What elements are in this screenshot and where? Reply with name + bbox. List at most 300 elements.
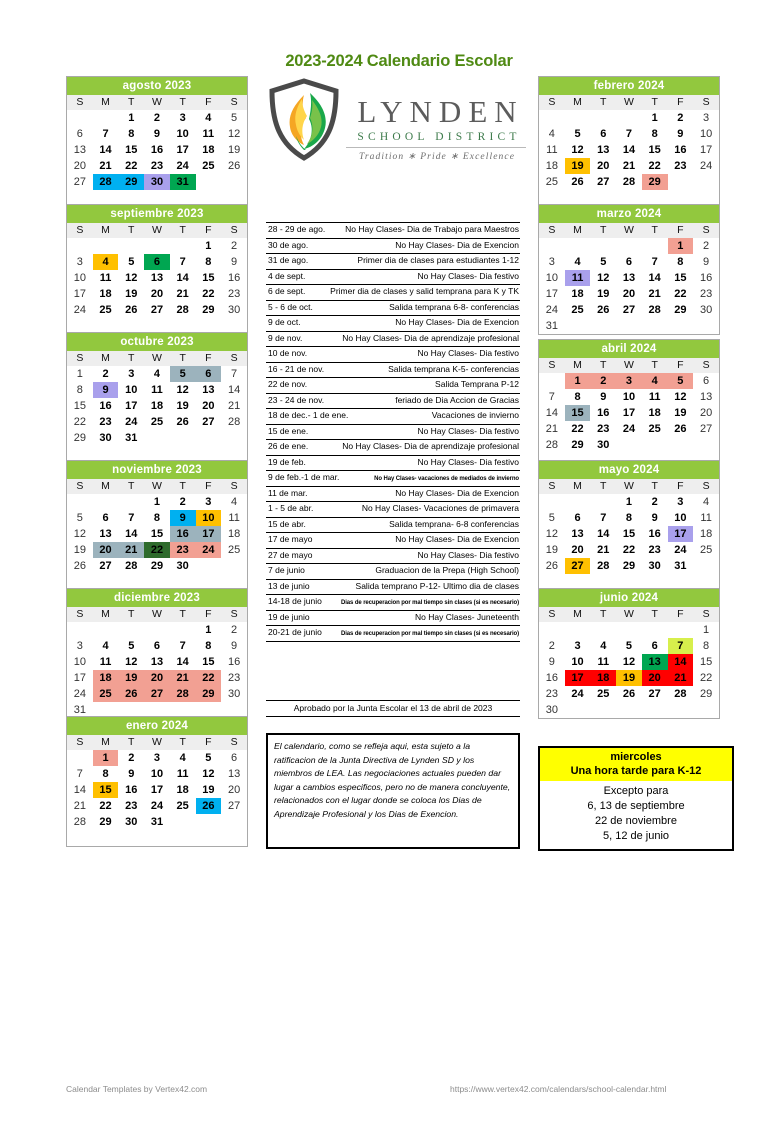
day-cell[interactable]: 20 — [699, 406, 713, 419]
day-cell[interactable]: 13 — [99, 527, 112, 540]
day-cell[interactable]: 8 — [703, 639, 710, 652]
day-cell[interactable]: 4 — [642, 373, 668, 389]
day-cell[interactable]: 19 — [674, 406, 687, 419]
footer-url[interactable]: https://www.vertex42.com/calendars/school-calendar.html — [450, 1084, 667, 1094]
day-cell[interactable]: 10 — [545, 271, 558, 284]
day-cell[interactable]: 16 — [648, 527, 661, 540]
day-cell[interactable]: 6 — [144, 254, 170, 270]
day-cell[interactable]: 6 — [196, 366, 222, 382]
day-cell[interactable]: 18 — [99, 287, 112, 300]
day-cell[interactable]: 16 — [170, 526, 196, 542]
day-cell[interactable]: 31 — [545, 319, 558, 332]
day-cell[interactable]: 18 — [202, 143, 215, 156]
day-cell[interactable]: 20 — [150, 287, 164, 300]
day-cell[interactable]: 3 — [205, 495, 212, 508]
day-cell[interactable]: 28 — [170, 686, 196, 702]
day-cell[interactable]: 4 — [600, 639, 607, 652]
day-cell[interactable]: 29 — [571, 438, 584, 451]
day-cell[interactable]: 16 — [150, 143, 164, 156]
day-cell[interactable]: 21 — [545, 422, 558, 435]
day-cell[interactable]: 1 — [205, 239, 212, 252]
day-cell[interactable]: 2 — [703, 239, 710, 252]
day-cell[interactable]: 5 — [205, 751, 212, 764]
day-cell[interactable]: 24 — [196, 542, 222, 558]
day-cell[interactable]: 1 — [153, 495, 161, 508]
day-cell[interactable]: 22 — [196, 670, 222, 686]
day-cell[interactable]: 7 — [625, 127, 633, 140]
day-cell[interactable]: 23 — [597, 422, 610, 435]
day-cell[interactable]: 23 — [125, 799, 138, 812]
day-cell[interactable]: 29 — [622, 559, 636, 572]
day-cell[interactable]: 6 — [651, 639, 658, 652]
day-cell[interactable]: 3 — [703, 111, 710, 124]
day-cell[interactable]: 22 — [125, 159, 138, 172]
day-cell[interactable]: 1 — [625, 495, 633, 508]
day-cell[interactable]: 3 — [677, 495, 684, 508]
day-cell[interactable]: 18 — [93, 670, 119, 686]
day-cell[interactable]: 20 — [571, 543, 584, 556]
day-cell[interactable]: 17 — [125, 399, 138, 412]
day-cell[interactable]: 23 — [699, 287, 713, 300]
day-cell[interactable]: 14 — [545, 406, 558, 419]
day-cell[interactable]: 12 — [571, 143, 584, 156]
day-cell[interactable]: 28 — [648, 303, 661, 316]
day-cell[interactable]: 3 — [153, 751, 161, 764]
day-cell[interactable]: 7 — [179, 255, 186, 268]
day-cell[interactable]: 20 — [622, 287, 636, 300]
day-cell[interactable]: 12 — [125, 655, 138, 668]
day-cell[interactable]: 24 — [125, 415, 138, 428]
day-cell[interactable]: 26 — [571, 175, 584, 188]
day-cell[interactable]: 15 — [150, 527, 164, 540]
day-cell[interactable]: 12 — [73, 527, 86, 540]
day-cell[interactable]: 8 — [574, 390, 581, 403]
day-cell[interactable]: 16 — [674, 143, 687, 156]
day-cell[interactable]: 6 — [231, 751, 238, 764]
day-cell[interactable]: 27 — [99, 559, 112, 572]
day-cell[interactable]: 30 — [545, 703, 558, 716]
day-cell[interactable]: 21 — [73, 799, 86, 812]
day-cell[interactable]: 1 — [93, 750, 119, 766]
day-cell[interactable]: 21 — [170, 670, 196, 686]
day-cell[interactable]: 8 — [205, 639, 212, 652]
day-cell[interactable]: 22 — [99, 799, 112, 812]
day-cell[interactable]: 26 — [622, 687, 636, 700]
day-cell[interactable]: 22 — [674, 287, 687, 300]
day-cell[interactable]: 27 — [597, 175, 610, 188]
day-cell[interactable]: 19 — [597, 287, 610, 300]
day-cell[interactable]: 28 — [674, 687, 687, 700]
day-cell[interactable]: 24 — [699, 159, 713, 172]
day-cell[interactable]: 28 — [176, 303, 189, 316]
day-cell[interactable]: 20 — [597, 159, 610, 172]
day-cell[interactable]: 20 — [202, 399, 215, 412]
day-cell[interactable]: 6 — [574, 511, 581, 524]
day-cell[interactable]: 8 — [677, 255, 684, 268]
day-cell[interactable]: 27 — [565, 558, 591, 574]
day-cell[interactable]: 1 — [703, 623, 710, 636]
day-cell[interactable]: 24 — [73, 687, 86, 700]
day-cell[interactable]: 6 — [102, 511, 109, 524]
day-cell[interactable]: 29 — [202, 303, 215, 316]
day-cell[interactable]: 30 — [99, 431, 112, 444]
day-cell[interactable]: 16 — [227, 271, 241, 284]
day-cell[interactable]: 31 — [170, 174, 196, 190]
day-cell[interactable]: 1 — [205, 623, 212, 636]
day-cell[interactable]: 24 — [545, 303, 558, 316]
day-cell[interactable]: 13 — [150, 271, 164, 284]
day-cell[interactable]: 19 — [125, 287, 138, 300]
day-cell[interactable]: 23 — [150, 159, 164, 172]
day-cell[interactable]: 6 — [625, 255, 633, 268]
day-cell[interactable]: 5 — [668, 373, 694, 389]
day-cell[interactable]: 8 — [153, 511, 161, 524]
day-cell[interactable]: 9 — [170, 510, 196, 526]
day-cell[interactable]: 23 — [170, 542, 196, 558]
day-cell[interactable]: 31 — [150, 815, 164, 828]
day-cell[interactable]: 14 — [648, 271, 661, 284]
day-cell[interactable]: 26 — [227, 159, 241, 172]
day-cell[interactable]: 13 — [642, 654, 668, 670]
day-cell[interactable]: 17 — [565, 670, 591, 686]
day-cell[interactable]: 9 — [93, 382, 119, 398]
day-cell[interactable]: 22 — [144, 542, 170, 558]
day-cell[interactable]: 18 — [150, 399, 164, 412]
day-cell[interactable]: 3 — [179, 111, 186, 124]
day-cell[interactable]: 10 — [622, 390, 636, 403]
day-cell[interactable]: 21 — [597, 543, 610, 556]
day-cell[interactable]: 11 — [151, 383, 163, 396]
day-cell[interactable]: 9 — [600, 390, 607, 403]
day-cell[interactable]: 17 — [176, 143, 189, 156]
day-cell[interactable]: 11 — [99, 655, 112, 668]
day-cell[interactable]: 24 — [674, 543, 687, 556]
day-cell[interactable]: 27 — [648, 687, 661, 700]
day-cell[interactable]: 28 — [545, 438, 558, 451]
day-cell[interactable]: 18 — [545, 159, 558, 172]
day-cell[interactable]: 16 — [99, 399, 112, 412]
day-cell[interactable]: 12 — [622, 655, 636, 668]
day-cell[interactable]: 1 — [128, 111, 135, 124]
day-cell[interactable]: 24 — [73, 303, 86, 316]
day-cell[interactable]: 2 — [102, 367, 109, 380]
day-cell[interactable]: 11 — [700, 511, 712, 524]
day-cell[interactable]: 14 — [73, 783, 86, 796]
day-cell[interactable]: 14 — [597, 527, 610, 540]
day-cell[interactable]: 28 — [125, 559, 138, 572]
day-cell[interactable]: 30 — [227, 687, 241, 700]
day-cell[interactable]: 16 — [545, 671, 558, 684]
day-cell[interactable]: 28 — [93, 174, 119, 190]
day-cell[interactable]: 22 — [202, 287, 215, 300]
day-cell[interactable]: 21 — [99, 159, 112, 172]
day-cell[interactable]: 9 — [128, 767, 135, 780]
day-cell[interactable]: 15 — [648, 143, 661, 156]
day-cell[interactable]: 29 — [699, 687, 713, 700]
day-cell[interactable]: 21 — [668, 670, 694, 686]
day-cell[interactable]: 3 — [616, 373, 642, 389]
day-cell[interactable]: 6 — [153, 639, 161, 652]
day-cell[interactable]: 28 — [597, 559, 610, 572]
day-cell[interactable]: 26 — [73, 559, 86, 572]
day-cell[interactable]: 27 — [150, 303, 164, 316]
day-cell[interactable]: 16 — [125, 783, 138, 796]
day-cell[interactable]: 2 — [179, 495, 186, 508]
day-cell[interactable]: 29 — [674, 303, 687, 316]
day-cell[interactable]: 18 — [176, 783, 189, 796]
day-cell[interactable]: 5 — [231, 111, 238, 124]
day-cell[interactable]: 25 — [202, 159, 215, 172]
day-cell[interactable]: 17 — [699, 143, 713, 156]
day-cell[interactable]: 30 — [597, 438, 610, 451]
day-cell[interactable]: 28 — [622, 175, 636, 188]
day-cell[interactable]: 15 — [202, 271, 215, 284]
day-cell[interactable]: 22 — [622, 543, 636, 556]
day-cell[interactable]: 6 — [76, 127, 83, 140]
day-cell[interactable]: 17 — [545, 287, 558, 300]
day-cell[interactable]: 13 — [699, 390, 713, 403]
day-cell[interactable]: 3 — [76, 639, 83, 652]
day-cell[interactable]: 12 — [202, 767, 215, 780]
day-cell[interactable]: 11 — [176, 767, 189, 780]
day-cell[interactable]: 29 — [642, 174, 668, 190]
day-cell[interactable]: 28 — [227, 415, 241, 428]
day-cell[interactable]: 21 — [648, 287, 661, 300]
day-cell[interactable]: 26 — [196, 798, 222, 814]
day-cell[interactable]: 4 — [574, 255, 581, 268]
day-cell[interactable]: 22 — [648, 159, 661, 172]
day-cell[interactable]: 2 — [590, 373, 616, 389]
day-cell[interactable]: 20 — [144, 670, 170, 686]
day-cell[interactable]: 9 — [231, 639, 238, 652]
day-cell[interactable]: 13 — [73, 143, 86, 156]
day-cell[interactable]: 11 — [228, 511, 240, 524]
day-cell[interactable]: 7 — [179, 639, 186, 652]
day-cell[interactable]: 2 — [231, 239, 238, 252]
day-cell[interactable]: 25 — [227, 543, 241, 556]
day-cell[interactable]: 7 — [600, 511, 607, 524]
day-cell[interactable]: 16 — [597, 406, 610, 419]
day-cell[interactable]: 30 — [648, 559, 661, 572]
day-cell[interactable]: 10 — [176, 127, 189, 140]
day-cell[interactable]: 11 — [546, 143, 558, 156]
day-cell[interactable]: 7 — [651, 255, 658, 268]
day-cell[interactable]: 25 — [545, 175, 558, 188]
day-cell[interactable]: 4 — [231, 495, 238, 508]
day-cell[interactable]: 23 — [545, 687, 558, 700]
day-cell[interactable]: 13 — [571, 527, 584, 540]
day-cell[interactable]: 21 — [118, 542, 144, 558]
day-cell[interactable]: 8 — [651, 127, 658, 140]
day-cell[interactable]: 23 — [227, 287, 241, 300]
day-cell[interactable]: 19 — [616, 670, 642, 686]
day-cell[interactable]: 26 — [674, 422, 687, 435]
day-cell[interactable]: 3 — [548, 255, 555, 268]
day-cell[interactable]: 12 — [597, 271, 610, 284]
day-cell[interactable]: 30 — [144, 174, 170, 190]
day-cell[interactable]: 25 — [99, 303, 112, 316]
day-cell[interactable]: 4 — [102, 639, 109, 652]
day-cell[interactable]: 10 — [196, 510, 222, 526]
day-cell[interactable]: 15 — [93, 782, 119, 798]
day-cell[interactable]: 17 — [73, 287, 86, 300]
day-cell[interactable]: 15 — [125, 143, 138, 156]
day-cell[interactable]: 29 — [99, 815, 112, 828]
day-cell[interactable]: 17 — [622, 406, 636, 419]
day-cell[interactable]: 24 — [571, 687, 584, 700]
day-cell[interactable]: 16 — [227, 655, 241, 668]
day-cell[interactable]: 11 — [648, 390, 661, 403]
day-cell[interactable]: 10 — [73, 655, 86, 668]
day-cell[interactable]: 22 — [571, 422, 584, 435]
day-cell[interactable]: 15 — [699, 655, 713, 668]
day-cell[interactable]: 5 — [548, 511, 555, 524]
day-cell[interactable]: 25 — [648, 422, 661, 435]
day-cell[interactable]: 27 — [144, 686, 170, 702]
day-cell[interactable]: 1 — [651, 111, 658, 124]
day-cell[interactable]: 1 — [668, 238, 694, 254]
day-cell[interactable]: 13 — [227, 767, 241, 780]
day-cell[interactable]: 12 — [545, 527, 558, 540]
day-cell[interactable]: 17 — [73, 671, 86, 684]
day-cell[interactable]: 26 — [118, 686, 144, 702]
day-cell[interactable]: 23 — [99, 415, 112, 428]
day-cell[interactable]: 1 — [565, 373, 591, 389]
day-cell[interactable]: 12 — [176, 383, 189, 396]
day-cell[interactable]: 14 — [668, 654, 694, 670]
day-cell[interactable]: 2 — [231, 623, 238, 636]
day-cell[interactable]: 9 — [703, 255, 710, 268]
day-cell[interactable]: 4 — [703, 495, 710, 508]
day-cell[interactable]: 20 — [93, 542, 119, 558]
day-cell[interactable]: 15 — [202, 655, 215, 668]
day-cell[interactable]: 22 — [73, 415, 86, 428]
day-cell[interactable]: 10 — [699, 127, 713, 140]
day-cell[interactable]: 25 — [597, 687, 610, 700]
day-cell[interactable]: 27 — [622, 303, 636, 316]
day-cell[interactable]: 7 — [76, 767, 83, 780]
day-cell[interactable]: 9 — [651, 511, 658, 524]
day-cell[interactable]: 9 — [548, 655, 555, 668]
day-cell[interactable]: 14 — [176, 655, 189, 668]
day-cell[interactable]: 12 — [125, 271, 138, 284]
day-cell[interactable]: 31 — [125, 431, 138, 444]
day-cell[interactable]: 4 — [548, 127, 555, 140]
day-cell[interactable]: 29 — [150, 559, 164, 572]
day-cell[interactable]: 20 — [227, 783, 241, 796]
day-cell[interactable]: 20 — [642, 670, 668, 686]
day-cell[interactable]: 19 — [73, 543, 86, 556]
day-cell[interactable]: 29 — [73, 431, 86, 444]
day-cell[interactable]: 11 — [99, 271, 112, 284]
day-cell[interactable]: 7 — [668, 638, 694, 654]
day-cell[interactable]: 24 — [622, 422, 636, 435]
day-cell[interactable]: 19 — [202, 783, 215, 796]
day-cell[interactable]: 3 — [128, 367, 135, 380]
day-cell[interactable]: 9 — [231, 255, 238, 268]
day-cell[interactable]: 11 — [202, 127, 215, 140]
day-cell[interactable]: 30 — [699, 303, 713, 316]
day-cell[interactable]: 8 — [205, 255, 212, 268]
day-cell[interactable]: 21 — [622, 159, 636, 172]
day-cell[interactable]: 14 — [227, 383, 241, 396]
day-cell[interactable]: 27 — [227, 799, 241, 812]
day-cell[interactable]: 4 — [205, 111, 212, 124]
day-cell[interactable]: 8 — [76, 383, 83, 396]
day-cell[interactable]: 4 — [93, 254, 119, 270]
day-cell[interactable]: 23 — [227, 671, 241, 684]
day-cell[interactable]: 19 — [545, 543, 558, 556]
day-cell[interactable]: 14 — [125, 527, 138, 540]
day-cell[interactable]: 15 — [674, 271, 687, 284]
day-cell[interactable]: 26 — [597, 303, 610, 316]
day-cell[interactable]: 5 — [170, 366, 196, 382]
day-cell[interactable]: 21 — [227, 399, 241, 412]
day-cell[interactable]: 10 — [674, 511, 687, 524]
day-cell[interactable]: 5 — [76, 511, 83, 524]
day-cell[interactable]: 1 — [76, 367, 83, 380]
day-cell[interactable]: 31 — [674, 559, 687, 572]
day-cell[interactable]: 14 — [622, 143, 636, 156]
day-cell[interactable]: 15 — [73, 399, 86, 412]
day-cell[interactable]: 13 — [202, 383, 215, 396]
day-cell[interactable]: 5 — [128, 639, 135, 652]
day-cell[interactable]: 18 — [571, 287, 584, 300]
day-cell[interactable]: 11 — [565, 270, 591, 286]
day-cell[interactable]: 10 — [73, 271, 86, 284]
day-cell[interactable]: 29 — [196, 686, 222, 702]
day-cell[interactable]: 24 — [176, 159, 189, 172]
day-cell[interactable]: 7 — [548, 390, 555, 403]
day-cell[interactable]: 4 — [179, 751, 186, 764]
day-cell[interactable]: 12 — [674, 390, 687, 403]
day-cell[interactable]: 3 — [574, 639, 581, 652]
day-cell[interactable]: 15 — [622, 527, 636, 540]
day-cell[interactable]: 27 — [202, 415, 215, 428]
day-cell[interactable]: 8 — [625, 511, 633, 524]
day-cell[interactable]: 10 — [125, 383, 138, 396]
day-cell[interactable]: 10 — [571, 655, 584, 668]
day-cell[interactable]: 11 — [597, 655, 610, 668]
day-cell[interactable]: 27 — [73, 175, 86, 188]
day-cell[interactable]: 25 — [699, 543, 713, 556]
day-cell[interactable]: 8 — [128, 127, 135, 140]
day-cell[interactable]: 2 — [128, 751, 135, 764]
day-cell[interactable]: 13 — [150, 655, 164, 668]
day-cell[interactable]: 19 — [227, 143, 241, 156]
day-cell[interactable]: 26 — [125, 303, 138, 316]
day-cell[interactable]: 13 — [597, 143, 610, 156]
day-cell[interactable]: 8 — [102, 767, 109, 780]
day-cell[interactable]: 2 — [548, 639, 555, 652]
day-cell[interactable]: 30 — [227, 303, 241, 316]
day-cell[interactable]: 17 — [196, 526, 222, 542]
day-cell[interactable]: 21 — [176, 287, 189, 300]
day-cell[interactable]: 27 — [699, 422, 713, 435]
day-cell[interactable]: 26 — [176, 415, 189, 428]
day-cell[interactable]: 2 — [153, 111, 161, 124]
day-cell[interactable]: 2 — [677, 111, 684, 124]
day-cell[interactable]: 18 — [699, 527, 713, 540]
day-cell[interactable]: 13 — [622, 271, 636, 284]
day-cell[interactable]: 4 — [153, 367, 161, 380]
day-cell[interactable]: 5 — [128, 255, 135, 268]
day-cell[interactable]: 5 — [600, 255, 607, 268]
day-cell[interactable]: 2 — [651, 495, 658, 508]
day-cell[interactable]: 19 — [565, 158, 591, 174]
day-cell[interactable]: 14 — [176, 271, 189, 284]
day-cell[interactable]: 24 — [150, 799, 164, 812]
